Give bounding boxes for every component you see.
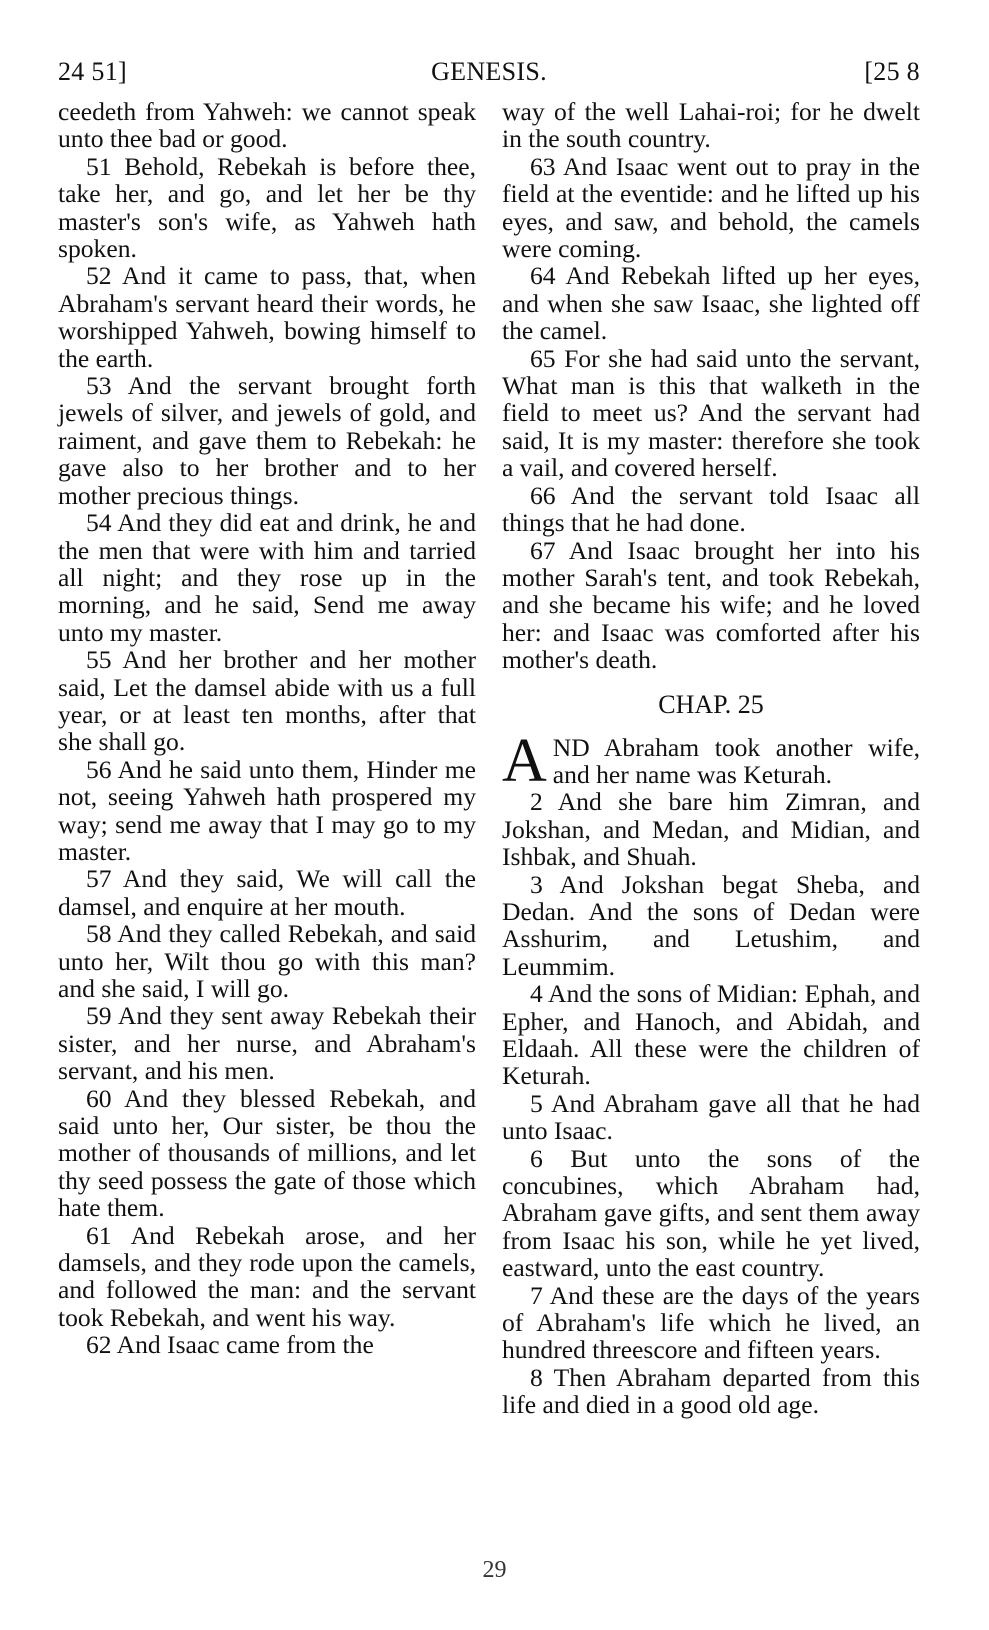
header-right-reference: [25 8: [864, 57, 920, 86]
verse: 65 For she had said unto the servant, What man is this that walketh in the field to meet us? And the servant had said, It is my master: therefore she took a vail, and covered herself.: [502, 343, 920, 483]
verse: 66 And the servant told Isaac all things that he had done.: [502, 480, 920, 538]
page-number: 29: [482, 1557, 507, 1583]
verse: 60 And they blessed Rebekah, and said unto her, Our sister, be thou the mother of thousands of millions, and let thy seed possess the gate of those which hate them.: [58, 1083, 476, 1223]
continued-verse-text: way of the well Lahai-roi; for he dwelt in the south country.: [502, 97, 920, 154]
verse: 6 But unto the sons of the concubines, which Abraham had, Abraham gave gifts, and sent them away from Isaac his son, while he yet lived, eastward, unto the east country.: [502, 1143, 920, 1283]
verse: 2 And she bare him Zimran, and Jokshan, and Medan, and Midian, and Ishbak, and Shuah.: [502, 787, 920, 872]
continued-verse-text: ceedeth from Yahweh: we cannot speak unto thee bad or good.: [58, 97, 476, 154]
verse: 51 Behold, Rebekah is before thee, take her, and go, and let her be thy master's son's wife, as Yahweh hath spoken.: [58, 151, 476, 264]
verse: 53 And the servant brought forth jewels of silver, and jewels of gold, and raiment, and gave them to Rebekah: he gave also to her brother and to her mother precious things.: [58, 371, 476, 510]
header-book-title: GENESIS.: [431, 57, 547, 86]
verse: 55 And her brother and her mother said, Let the damsel abide with us a full year, or at least ten months, after that she shall go.: [58, 645, 476, 757]
verse: 4 And the sons of Midian: Ephah, and Epher, and Hanoch, and Abidah, and Eldaah. All these were the children of Keturah.: [502, 979, 920, 1091]
left-column: [58, 98, 476, 1359]
chapter-heading: CHAP. 25: [658, 689, 764, 719]
verse: 56 And he said unto them, Hinder me not, seeing Yahweh hath prospered my way; send me away that I may go to my master.: [58, 754, 476, 866]
verse: 57 And they said, We will call the damsel, and enquire at her mouth.: [58, 864, 476, 921]
right-column: [502, 98, 920, 1419]
chapter-first-verse: [502, 726, 920, 795]
drop-cap: A: [502, 726, 547, 795]
verse: 52 And it came to pass, that, when Abraham's servant heard their words, he worshipped Yahweh, bowing himself to the earth.: [58, 261, 476, 373]
drop-cap-rest: ND: [552, 732, 590, 762]
verse: 3 And Jokshan begat Sheba, and Dedan. And the sons of Dedan were Asshurim, and Letushim, and Leummim.: [502, 869, 920, 981]
verse: 64 And Rebekah lifted up her eyes, and when she saw Isaac, she lighted off the camel.: [502, 261, 920, 346]
verse: 58 And they called Rebekah, and said unto her, Wilt thou go with this man? and she said, I will go.: [58, 919, 476, 1003]
verse: 8 Then Abraham departed from this life and died in a good old age.: [502, 1362, 920, 1420]
verse: 63 And Isaac went out to pray in the field at the eventide: and he lifted up his eyes, and saw, and behold, the camels were coming.: [502, 151, 920, 264]
verse: 61 And Rebekah arose, and her damsels, and they rode upon the camels, and followed the man: and the servant took Rebekah, and went his way.: [58, 1220, 476, 1332]
verse: 54 And they did eat and drink, he and the men that were with him and tarried all night; and they rose up in the morning, and he said, Send me away unto my master.: [58, 508, 476, 647]
first-verse-text: Abraham took another wife, and her name was Keturah.: [552, 732, 920, 789]
verse: 67 And Isaac brought her into his mother Sarah's tent, and took Rebekah, and she became his wife; and he loved her: and Isaac was comforted after his mother's death.: [502, 535, 920, 675]
verse: 7 And these are the days of the years of Abraham's life which he lived, an hundred threescore and fifteen years.: [502, 1280, 920, 1365]
verse: 5 And Abraham gave all that he had unto Isaac.: [502, 1088, 920, 1146]
header-left-reference: 24 51]: [58, 57, 127, 86]
running-header: [58, 52, 920, 92]
verse: 62 And Isaac came from the: [86, 1330, 374, 1360]
verse: 59 And they sent away Rebekah their sister, and her nurse, and Abraham's servant, and his men.: [58, 1001, 476, 1086]
